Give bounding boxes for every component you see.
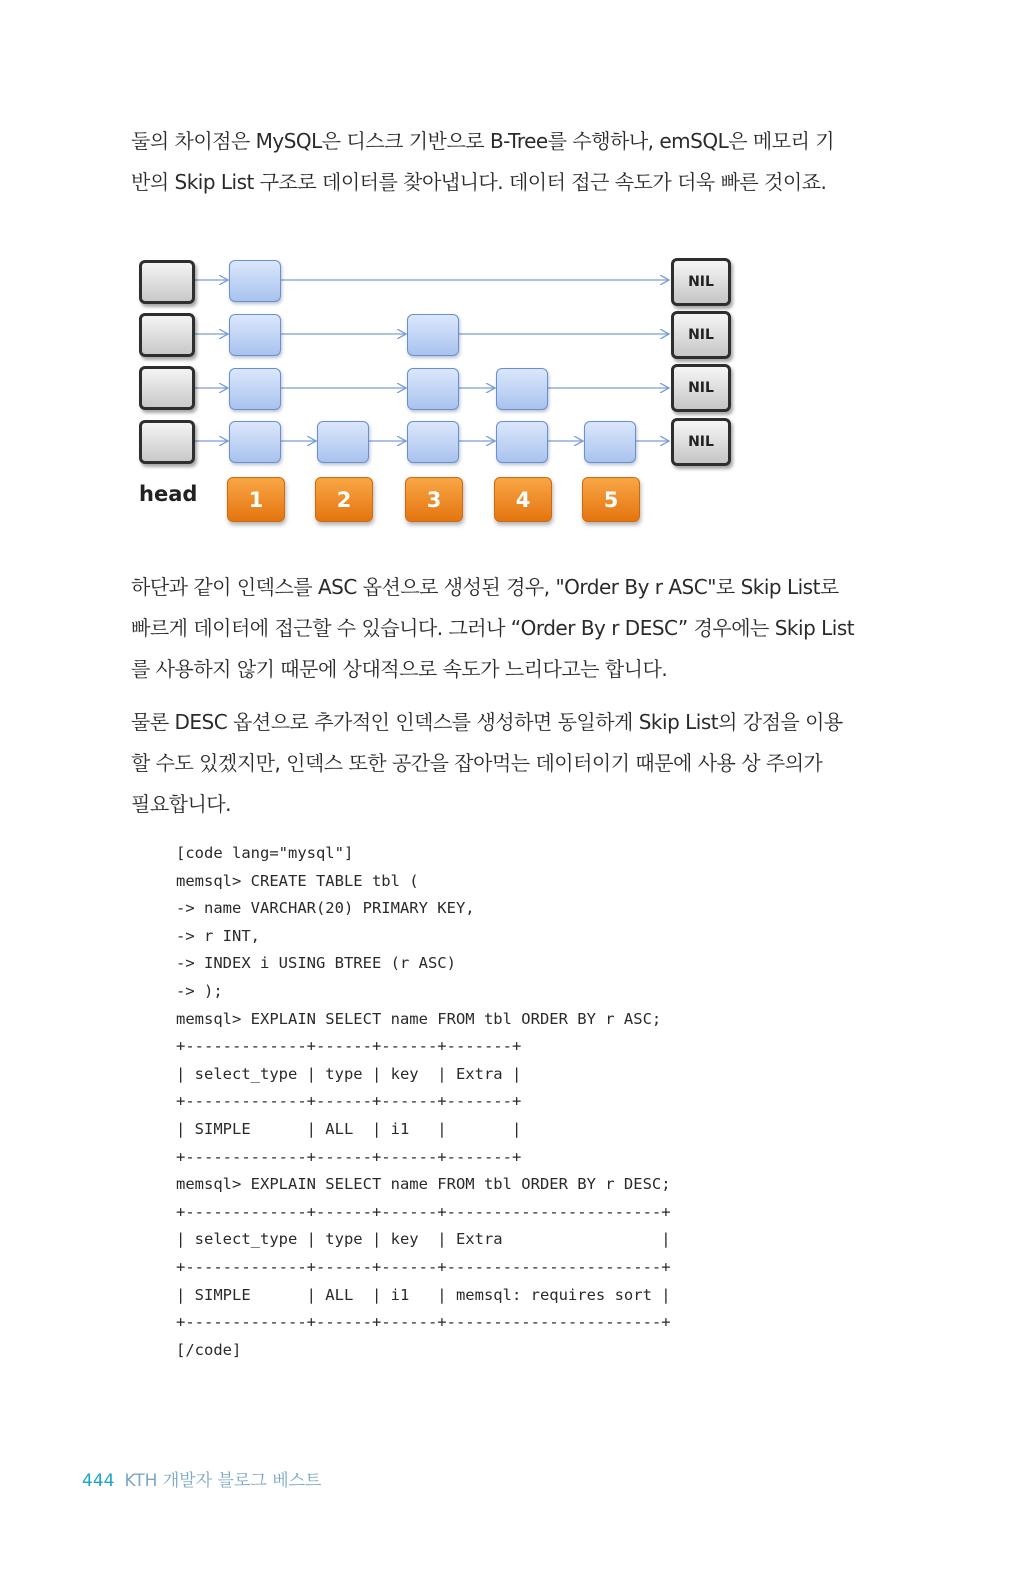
code-line: [code lang="mysql"]: [176, 844, 354, 862]
code-line: memsql> EXPLAIN SELECT name FROM tbl ORDER BY r DESC;: [176, 1175, 671, 1194]
code-line: +-------------+------+------+-----------------------+: [176, 1257, 671, 1276]
text-line: 하단과 같이 인덱스를 ASC 옵션으로 생성된 경우, "Order By r ASC"로 Skip List로: [131, 575, 839, 599]
text-line: 할 수도 있겠지만, 인덱스 또한 공간을 잡아먹는 데이터이기 때문에 사용 상 주의가: [131, 751, 823, 775]
node-1-level-1: [229, 421, 281, 463]
nil-level-2: NIL: [671, 364, 731, 412]
code-block: [176, 840, 876, 1364]
node-1-level-3: [229, 314, 281, 356]
text-line: 둘의 차이점은 MySQL은 디스크 기반으로 B-Tree를 수행하나, emSQL은 메모리 기: [131, 129, 835, 153]
code-line: +-------------+------+------+-----------------------+: [176, 1313, 671, 1332]
code-line: +-------------+------+------+-------+: [176, 1092, 522, 1111]
intro-paragraph: [131, 121, 871, 203]
node-number-2: 2: [315, 477, 373, 522]
nil-level-3: NIL: [671, 311, 731, 359]
code-line: -> name VARCHAR(20) PRIMARY KEY,: [176, 899, 475, 918]
head-level-2: [139, 366, 195, 410]
page-number: 444: [82, 1471, 115, 1491]
node-4-level-1: [496, 421, 548, 463]
head-level-3: [139, 313, 195, 357]
node-number-3: 3: [405, 477, 463, 522]
desc-option-paragraph: [131, 702, 871, 825]
code-line: +-------------+------+------+-----------------------+: [176, 1202, 671, 1221]
nil-level-1: NIL: [671, 418, 731, 466]
code-line: memsql> CREATE TABLE tbl (: [176, 871, 419, 890]
code-line: -> );: [176, 981, 223, 1000]
text-line: 를 사용하지 않기 때문에 상대적으로 속도가 느리다고는 합니다.: [131, 657, 668, 681]
text-line: 반의 Skip List 구조로 데이터를 찾아냅니다. 데이터 접근 속도가 더욱 빠른 것이죠.: [131, 170, 827, 194]
text-line: 물론 DESC 옵션으로 추가적인 인덱스를 생성하면 동일하게 Skip List의 강점을 이용: [131, 710, 843, 734]
node-1-level-4: [229, 260, 281, 302]
node-number-5: 5: [582, 477, 640, 522]
head-level-1: [139, 420, 195, 464]
asc-desc-paragraph: [131, 567, 871, 690]
node-3-level-2: [407, 368, 459, 410]
page-footer: [82, 1466, 321, 1491]
skip-list-diagram: [130, 248, 750, 538]
code-line: +-------------+------+------+-------+: [176, 1037, 522, 1056]
book-title: KTH 개발자 블로그 베스트: [124, 1471, 322, 1491]
code-line: | SIMPLE | ALL | i1 | memsql: requires sort |: [176, 1285, 671, 1304]
code-line: -> INDEX i USING BTREE (r ASC): [176, 954, 456, 973]
node-2-level-1: [317, 421, 369, 463]
text-line: 필요합니다.: [131, 792, 231, 816]
node-number-1: 1: [227, 477, 285, 522]
head-label: head: [139, 482, 198, 506]
node-5-level-1: [584, 421, 636, 463]
code-line: -> r INT,: [176, 926, 260, 945]
node-1-level-2: [229, 368, 281, 410]
node-4-level-2: [496, 368, 548, 410]
code-line: [/code]: [176, 1340, 242, 1359]
nil-level-4: NIL: [671, 258, 731, 306]
node-3-level-3: [407, 314, 459, 356]
node-number-4: 4: [494, 477, 552, 522]
node-3-level-1: [407, 421, 459, 463]
code-line: | SIMPLE | ALL | i1 | |: [176, 1119, 522, 1138]
code-line: +-------------+------+------+-------+: [176, 1147, 522, 1166]
text-line: 빠르게 데이터에 접근할 수 있습니다. 그러나 “Order By r DESC” 경우에는 Skip List: [131, 616, 855, 640]
code-line: memsql> EXPLAIN SELECT name FROM tbl ORDER BY r ASC;: [176, 1009, 662, 1028]
code-line: | select_type | type | key | Extra |: [176, 1064, 522, 1083]
head-level-4: [139, 260, 195, 304]
code-line: | select_type | type | key | Extra |: [176, 1230, 671, 1249]
